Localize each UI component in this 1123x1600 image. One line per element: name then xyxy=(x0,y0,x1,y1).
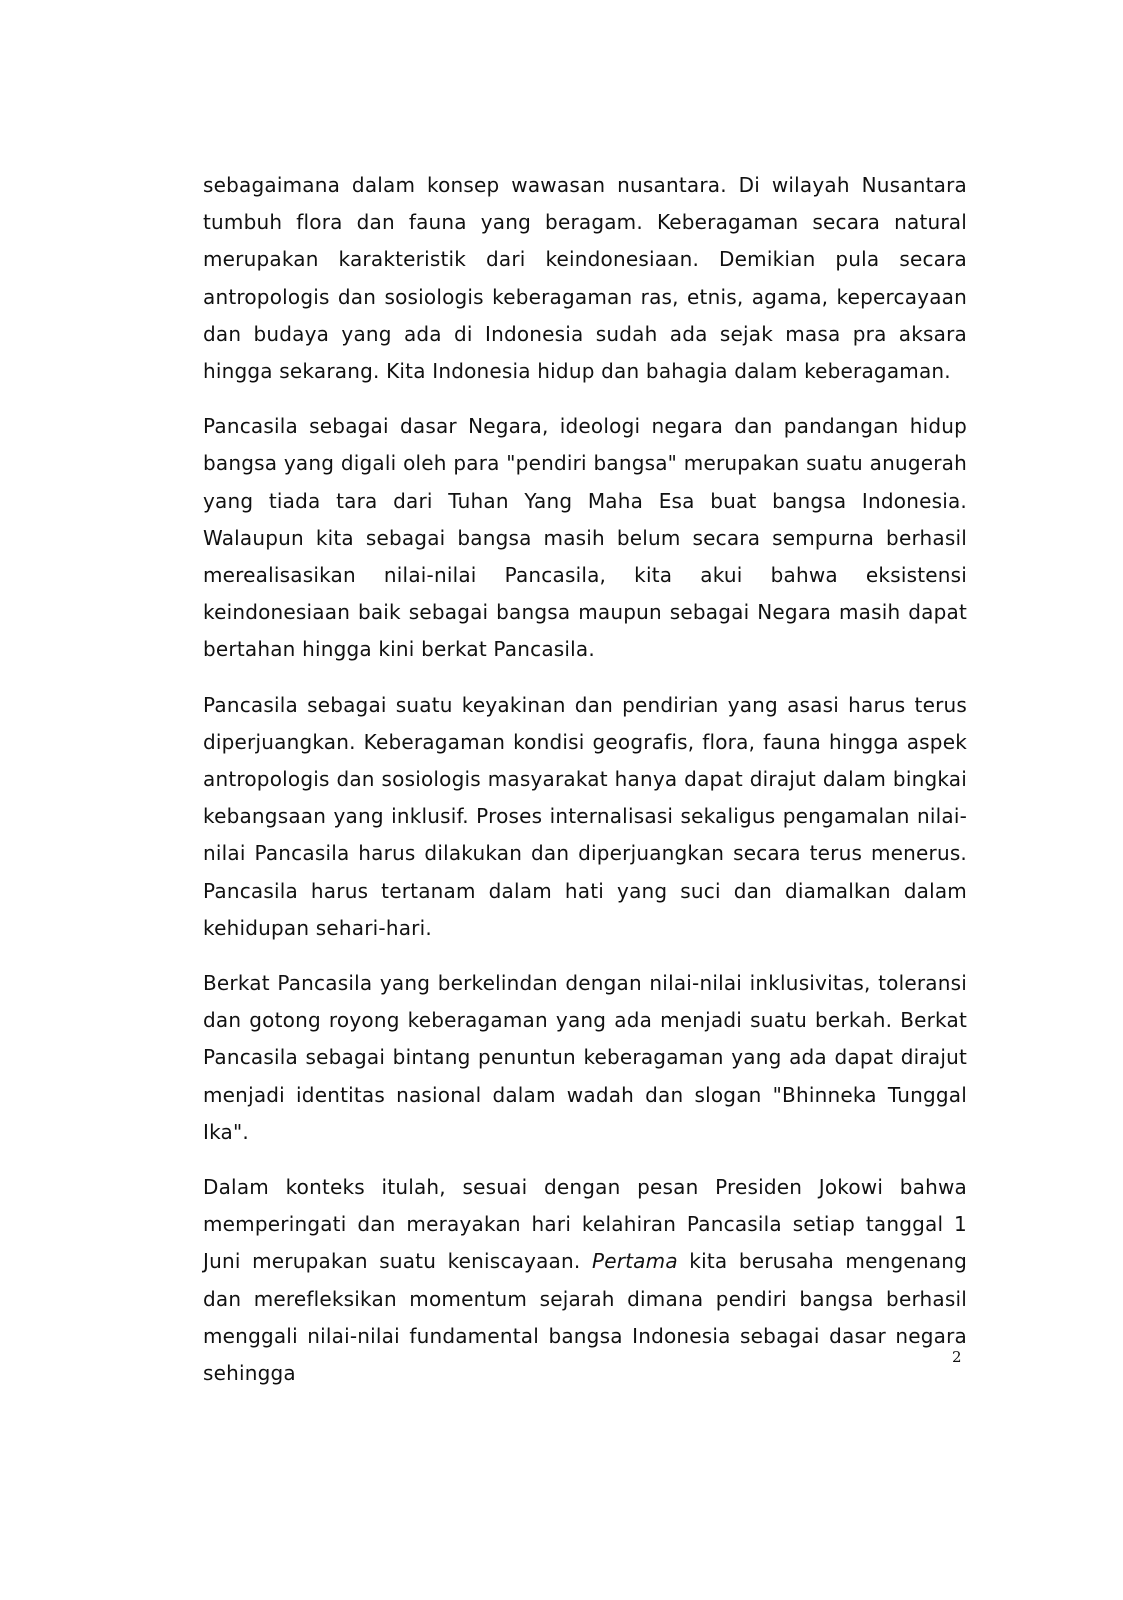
paragraph-5-text-before: Dalam konteks itulah, sesuai dengan pesan Presiden Jokowi bahwa memperingati dan merayakan hari kelahiran Pancasila setiap tanggal 1 Juni merupakan suatu keniscayaan. xyxy=(203,1175,967,1274)
paragraph-3: Pancasila sebagai suatu keyakinan dan pendirian yang asasi harus terus diperjuangkan. Keberagaman kondisi geografis, flora, fauna hingga aspek antropologis dan sosiologis masyarakat hanya dapat dirajut dalam bingkai kebangsaan yang inklusif. Proses internalisasi sekaligus pengamalan nilai-nilai Pancasila harus dilakukan dan diperjuangkan secara terus menerus. Pancasila harus tertanam dalam hati yang suci dan diamalkan dalam kehidupan sehari-hari. xyxy=(203,692,967,940)
paragraph-1: sebagaimana dalam konsep wawasan nusantara. Di wilayah Nusantara tumbuh flora dan fauna yang beragam. Keberagaman secara natural merupakan karakteristik dari keindonesiaan. Demikian pula secara antropologis dan sosiologis keberagaman ras, etnis, agama, kepercayaan dan budaya yang ada di Indonesia sudah ada sejak masa pra aksara hingga sekarang. Kita Indonesia hidup dan bahagia dalam keberagaman. xyxy=(203,173,967,384)
paragraph-4: Berkat Pancasila yang berkelindan dengan nilai-nilai inklusivitas, toleransi dan gotong royong keberagaman yang ada menjadi suatu berkah. Berkat Pancasila sebagai bintang penuntun keberagaman yang ada dapat dirajut menjadi identitas nasional dalam wadah dan slogan "Bhinneka Tunggal Ika". xyxy=(203,971,967,1144)
paragraph-5-text-after: kita berusaha mengenang dan merefleksikan momentum sejarah dimana pendiri bangsa berhasil menggali nilai-nilai fundamental bangsa Indonesia sebagai dasar negara sehingga xyxy=(203,1249,967,1386)
paragraph-2: Pancasila sebagai dasar Negara, ideologi negara dan pandangan hidup bangsa yang digali oleh para "pendiri bangsa" merupakan suatu anugerah yang tiada tara dari Tuhan Yang Maha Esa buat bangsa Indonesia. Walaupun kita sebagai bangsa masih belum secara sempurna berhasil merealisasikan nilai-nilai Pancasila, kita akui bahwa eksistensi keindonesiaan baik sebagai bangsa maupun sebagai Negara masih dapat bertahan hingga kini berkat Pancasila. xyxy=(203,414,967,662)
page-number: 2 xyxy=(952,1348,962,1366)
paragraph-5-emphasis: Pertama xyxy=(591,1249,678,1274)
paragraph-5 xyxy=(203,1169,967,1392)
body-text xyxy=(203,167,967,1410)
